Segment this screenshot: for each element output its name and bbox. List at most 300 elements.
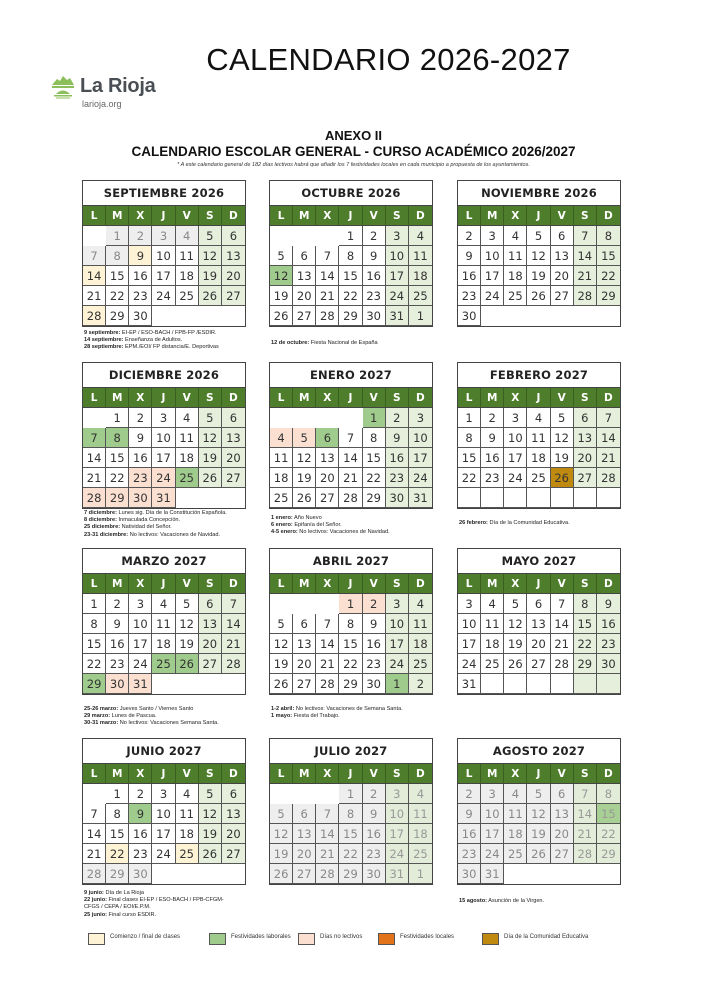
note-line: [84, 337, 254, 344]
weekday-header: X: [316, 388, 339, 408]
day-cell: 8: [339, 804, 362, 824]
note-date: 15 agosto:: [459, 898, 487, 904]
day-cell: 5: [551, 408, 574, 428]
day-cell: 12: [551, 428, 574, 448]
weekday-header: D: [597, 206, 620, 226]
weekday-header: L: [270, 764, 293, 784]
weekday-header: X: [129, 388, 152, 408]
day-cell: 16: [481, 448, 504, 468]
day-cell: 3: [386, 784, 409, 804]
weekday-header: L: [458, 574, 481, 594]
month-calendar: [269, 738, 433, 885]
blank-day-cell: [551, 488, 574, 508]
month-calendar: [82, 362, 246, 509]
weekday-header: L: [270, 206, 293, 226]
day-cell: 19: [270, 286, 293, 306]
day-cell: 6: [316, 428, 339, 448]
day-cell: 17: [152, 448, 175, 468]
day-cell: 4: [152, 594, 175, 614]
weekday-header: V: [176, 764, 199, 784]
note-date: 25 diciembre:: [84, 524, 121, 531]
day-cell: 22: [106, 844, 129, 864]
day-cell: 26: [551, 468, 574, 488]
note-date: 6 enero:: [271, 522, 293, 529]
day-cell: 11: [176, 246, 199, 266]
weekday-header: S: [386, 206, 409, 226]
day-cell: 27: [527, 654, 550, 674]
day-cell: 6: [551, 226, 574, 246]
month-title: DICIEMBRE 2026: [83, 363, 245, 388]
day-cell: 24: [152, 844, 175, 864]
day-cell: 6: [551, 784, 574, 804]
weekday-header: J: [527, 764, 550, 784]
day-cell: 31: [481, 864, 504, 884]
weekday-header: X: [129, 206, 152, 226]
day-cell: 26: [527, 286, 550, 306]
day-cell: 16: [363, 824, 386, 844]
day-cell: 11: [409, 246, 432, 266]
day-cell: 11: [270, 448, 293, 468]
empty-cell: [270, 594, 293, 614]
day-cell: 10: [386, 614, 409, 634]
note-line: [84, 713, 254, 720]
day-cell: 8: [106, 804, 129, 824]
day-cell: 9: [458, 804, 481, 824]
day-cell: 15: [458, 448, 481, 468]
empty-cell: [83, 408, 106, 428]
day-cell: 14: [551, 614, 574, 634]
note-text: EPM./EOI/ FP distancia/E. Deportivas: [123, 344, 219, 351]
day-cell: 22: [339, 654, 362, 674]
note-date: 30-31 marzo:: [84, 720, 119, 727]
weekday-header: S: [199, 206, 222, 226]
note-date: 22 junio:: [84, 897, 107, 904]
day-cell: 25: [481, 654, 504, 674]
day-cell: 23: [129, 286, 152, 306]
day-cell: 18: [504, 824, 527, 844]
day-cell: 17: [458, 634, 481, 654]
day-cell: 24: [386, 654, 409, 674]
day-cell: 28: [316, 306, 339, 326]
weekday-header: D: [222, 764, 245, 784]
note-line: [271, 515, 441, 522]
day-cell: 12: [527, 804, 550, 824]
day-cell: 19: [293, 468, 316, 488]
day-cell: 24: [152, 286, 175, 306]
day-cell: 4: [481, 594, 504, 614]
day-cell: 15: [339, 634, 362, 654]
day-cell: 13: [293, 266, 316, 286]
day-cell: 27: [293, 864, 316, 884]
day-cell: 12: [504, 614, 527, 634]
day-cell: 25: [270, 488, 293, 508]
day-cell: 7: [316, 614, 339, 634]
note-line: [271, 529, 441, 536]
blank-day-cell: [527, 674, 550, 694]
day-cell: 28: [83, 488, 106, 508]
weekday-header: M: [293, 388, 316, 408]
note-text: Epifanía del Señor.: [292, 522, 342, 529]
day-cell: 21: [316, 654, 339, 674]
day-cell: 10: [152, 804, 175, 824]
month-calendar: [269, 362, 433, 509]
day-cell: 1: [458, 408, 481, 428]
note-text: CFGS / CEPA / EOI/E.P.M.: [84, 904, 151, 911]
blank-day-cell: [597, 674, 620, 694]
day-cell: 10: [481, 246, 504, 266]
month-title: SEPTIEMBRE 2026: [83, 181, 245, 206]
weekday-header: D: [597, 764, 620, 784]
note-line: [84, 517, 254, 524]
note-date: 12 de octubre:: [271, 340, 310, 346]
day-cell: 11: [152, 614, 175, 634]
note-text: EI-EP / ESO-BACH / FPB-FP /ESDIR.: [120, 330, 217, 336]
day-cell: 6: [574, 408, 597, 428]
day-cell: 3: [152, 408, 175, 428]
day-cell: 29: [574, 654, 597, 674]
day-cell: 30: [129, 864, 152, 884]
day-cell: 22: [339, 286, 362, 306]
note-line: [84, 706, 254, 713]
day-cell: 10: [152, 428, 175, 448]
day-cell: 18: [176, 266, 199, 286]
weekday-header: J: [339, 388, 362, 408]
day-cell: 25: [176, 286, 199, 306]
weekday-header: L: [458, 388, 481, 408]
legend-swatch-icon: [482, 933, 499, 945]
day-cell: 11: [504, 804, 527, 824]
note-text: Jueves Santo / Viernes Santo: [118, 706, 194, 712]
day-cell: 25: [409, 844, 432, 864]
month-title: AGOSTO 2027: [458, 739, 620, 764]
day-cell: 17: [386, 634, 409, 654]
day-cell: 1: [409, 306, 432, 326]
day-cell: 23: [129, 844, 152, 864]
day-cell: 3: [129, 594, 152, 614]
weekday-header: J: [339, 206, 362, 226]
note-line: [271, 713, 441, 720]
day-cell: 14: [316, 824, 339, 844]
day-cell: 20: [222, 266, 245, 286]
day-cell: 2: [106, 594, 129, 614]
day-cell: 26: [270, 674, 293, 694]
day-cell: 23: [129, 468, 152, 488]
day-cell: 2: [409, 674, 432, 694]
day-cell: 29: [363, 488, 386, 508]
day-cell: 21: [551, 634, 574, 654]
weekday-header: D: [409, 574, 432, 594]
day-cell: 23: [106, 654, 129, 674]
weekday-header: J: [152, 574, 175, 594]
day-cell: 15: [106, 448, 129, 468]
day-cell: 24: [481, 844, 504, 864]
day-cell: 12: [199, 804, 222, 824]
month-calendar: [82, 180, 246, 327]
note-line: [84, 890, 254, 897]
day-cell: 21: [83, 286, 106, 306]
weekday-header: S: [386, 764, 409, 784]
day-cell: 3: [481, 226, 504, 246]
weekday-header: S: [574, 206, 597, 226]
day-cell: 14: [574, 246, 597, 266]
weekday-header: X: [316, 764, 339, 784]
day-cell: 4: [270, 428, 293, 448]
day-cell: 16: [458, 824, 481, 844]
day-cell: 8: [458, 428, 481, 448]
day-cell: 8: [106, 246, 129, 266]
day-cell: 1: [106, 226, 129, 246]
weekday-header: S: [574, 388, 597, 408]
day-cell: 7: [339, 428, 362, 448]
day-cell: 1: [409, 864, 432, 884]
note-date: 1-2 abril:: [271, 706, 295, 712]
day-cell: 27: [222, 286, 245, 306]
day-cell: 5: [527, 226, 550, 246]
day-cell: 12: [270, 824, 293, 844]
weekday-header: X: [316, 206, 339, 226]
day-cell: 14: [339, 448, 362, 468]
day-cell: 12: [199, 246, 222, 266]
note-line: [84, 532, 254, 539]
day-cell: 7: [316, 246, 339, 266]
weekday-header: D: [222, 388, 245, 408]
day-cell: 16: [106, 634, 129, 654]
note-line: [271, 340, 441, 347]
day-cell: 13: [551, 246, 574, 266]
day-cell: 17: [152, 266, 175, 286]
day-cell: 3: [458, 594, 481, 614]
day-cell: 12: [270, 266, 293, 286]
day-cell: 15: [339, 266, 362, 286]
legend-swatch-icon: [378, 933, 395, 945]
weekday-header: S: [386, 388, 409, 408]
legend-swatch-icon: [298, 933, 315, 945]
day-cell: 29: [106, 488, 129, 508]
weekday-header: S: [574, 574, 597, 594]
day-cell: 13: [222, 428, 245, 448]
day-cell: 9: [129, 428, 152, 448]
day-cell: 13: [316, 448, 339, 468]
annex-subtitle: CALENDARIO ESCOLAR GENERAL - CURSO ACADÉMICO 2026/2027: [131, 144, 576, 159]
note-text: No lectivos: Vacaciones Semana Santa.: [118, 720, 219, 727]
day-cell: 3: [504, 408, 527, 428]
weekday-header: M: [293, 206, 316, 226]
weekday-header: M: [106, 764, 129, 784]
day-cell: 12: [293, 448, 316, 468]
day-cell: 5: [270, 614, 293, 634]
day-cell: 24: [152, 468, 175, 488]
day-cell: 19: [551, 448, 574, 468]
day-cell: 21: [83, 468, 106, 488]
day-cell: 4: [176, 226, 199, 246]
weekday-header: V: [176, 206, 199, 226]
month-calendar: [269, 180, 433, 327]
blank-day-cell: [504, 488, 527, 508]
weekday-header: D: [597, 388, 620, 408]
day-cell: 28: [597, 468, 620, 488]
day-cell: 29: [83, 674, 106, 694]
day-cell: 3: [409, 408, 432, 428]
day-cell: 22: [106, 468, 129, 488]
day-cell: 29: [106, 864, 129, 884]
weekday-header: D: [222, 206, 245, 226]
day-cell: 5: [270, 246, 293, 266]
day-cell: 18: [152, 634, 175, 654]
day-cell: 29: [339, 864, 362, 884]
note-date: 9 septiembre:: [84, 330, 121, 336]
note-date: 9 junio:: [84, 890, 104, 896]
blank-day-cell: [481, 674, 504, 694]
note-text: No lectivos: Vacaciones de Navidad.: [128, 531, 221, 538]
month-notes: [84, 330, 254, 352]
day-cell: 20: [316, 468, 339, 488]
weekday-header: S: [199, 764, 222, 784]
day-cell: 23: [386, 468, 409, 488]
day-cell: 14: [316, 634, 339, 654]
day-cell: 19: [199, 824, 222, 844]
month-title: OCTUBRE 2026: [270, 181, 432, 206]
blank-day-cell: [504, 674, 527, 694]
day-cell: 9: [363, 246, 386, 266]
month-notes: [84, 890, 254, 919]
day-cell: 16: [129, 824, 152, 844]
day-cell: 2: [129, 784, 152, 804]
legend-swatch-icon: [88, 933, 105, 945]
empty-cell: [293, 408, 316, 428]
day-cell: 6: [293, 804, 316, 824]
month-notes: [271, 706, 441, 720]
weekday-header: M: [481, 574, 504, 594]
day-cell: 21: [574, 266, 597, 286]
day-cell: 7: [551, 594, 574, 614]
day-cell: 24: [481, 286, 504, 306]
day-cell: 21: [574, 824, 597, 844]
day-cell: 24: [409, 468, 432, 488]
day-cell: 14: [574, 804, 597, 824]
blank-day-cell: [574, 674, 597, 694]
day-cell: 28: [316, 864, 339, 884]
day-cell: 26: [504, 654, 527, 674]
note-date: 23-31 diciembre:: [84, 531, 129, 538]
day-cell: 8: [597, 784, 620, 804]
weekday-header: L: [83, 206, 106, 226]
weekday-header: J: [527, 206, 550, 226]
weekday-header: J: [527, 574, 550, 594]
weekday-header: M: [106, 206, 129, 226]
day-cell: 8: [363, 428, 386, 448]
blank-day-cell: [551, 674, 574, 694]
note-date: 1 enero:: [271, 515, 293, 521]
month-title: MAYO 2027: [458, 549, 620, 574]
day-cell: 9: [106, 614, 129, 634]
blank-day-cell: [458, 488, 481, 508]
weekday-header: S: [574, 764, 597, 784]
day-cell: 30: [458, 864, 481, 884]
day-cell: 22: [574, 634, 597, 654]
day-cell: 2: [363, 784, 386, 804]
day-cell: 25: [176, 468, 199, 488]
day-cell: 25: [409, 654, 432, 674]
weekday-header: M: [293, 574, 316, 594]
weekday-header: X: [129, 574, 152, 594]
weekday-header: M: [293, 764, 316, 784]
empty-cell: [83, 784, 106, 804]
day-cell: 20: [551, 824, 574, 844]
day-cell: 29: [597, 844, 620, 864]
day-cell: 9: [129, 246, 152, 266]
day-cell: 17: [504, 448, 527, 468]
weekday-header: L: [270, 388, 293, 408]
day-cell: 17: [386, 824, 409, 844]
day-cell: 16: [597, 614, 620, 634]
day-cell: 1: [339, 226, 362, 246]
legend-swatch-icon: [209, 933, 226, 945]
weekday-header: J: [152, 206, 175, 226]
day-cell: 29: [597, 286, 620, 306]
day-cell: 5: [176, 594, 199, 614]
day-cell: 29: [106, 306, 129, 326]
day-cell: 23: [363, 286, 386, 306]
note-text: Día de La Rioja: [103, 890, 145, 896]
month-calendar: [457, 548, 621, 695]
day-cell: 2: [129, 408, 152, 428]
day-cell: 8: [339, 614, 362, 634]
day-cell: 30: [363, 306, 386, 326]
day-cell: 22: [458, 468, 481, 488]
note-line: [84, 330, 254, 337]
day-cell: 19: [199, 266, 222, 286]
note-date: 28 septiembre:: [84, 344, 124, 351]
legend-label: Días no lectivos: [320, 934, 363, 940]
weekday-header: L: [83, 574, 106, 594]
note-text: Inmaculada Concepción.: [116, 517, 181, 524]
day-cell: 3: [386, 594, 409, 614]
day-cell: 23: [363, 844, 386, 864]
note-text: Lunes sig. Día de la Constitución Española.: [116, 510, 227, 516]
day-cell: 17: [152, 824, 175, 844]
day-cell: 10: [504, 428, 527, 448]
weekday-header: V: [176, 574, 199, 594]
day-cell: 11: [527, 428, 550, 448]
note-line: [271, 706, 441, 713]
day-cell: 20: [199, 634, 222, 654]
day-cell: 20: [293, 286, 316, 306]
day-cell: 21: [83, 844, 106, 864]
note-text: Enseñanza de Adultos.: [123, 337, 183, 344]
day-cell: 17: [129, 634, 152, 654]
day-cell: 27: [199, 654, 222, 674]
note-line: [84, 344, 254, 351]
day-cell: 4: [504, 784, 527, 804]
weekday-header: L: [83, 388, 106, 408]
day-cell: 26: [199, 286, 222, 306]
day-cell: 5: [527, 784, 550, 804]
day-cell: 4: [176, 408, 199, 428]
day-cell: 26: [270, 306, 293, 326]
day-cell: 20: [293, 654, 316, 674]
day-cell: 19: [270, 844, 293, 864]
day-cell: 1: [386, 674, 409, 694]
day-cell: 1: [106, 408, 129, 428]
day-cell: 1: [363, 408, 386, 428]
day-cell: 25: [409, 286, 432, 306]
weekday-header: D: [409, 206, 432, 226]
day-cell: 29: [339, 674, 362, 694]
day-cell: 23: [458, 286, 481, 306]
day-cell: 9: [597, 594, 620, 614]
note-date: 25-26 marzo:: [84, 706, 119, 712]
note-line: [84, 897, 254, 904]
